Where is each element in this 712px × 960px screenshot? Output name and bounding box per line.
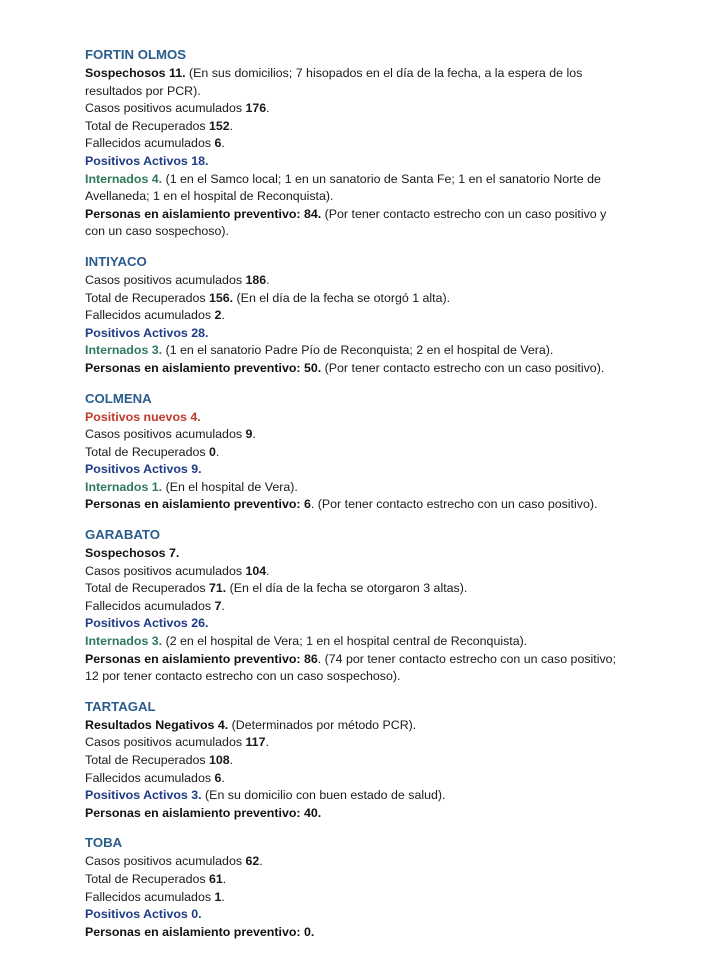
line-segment: 0 [208,444,216,459]
line-segment: Fallecidos acumulados [85,770,215,785]
report-line [85,444,685,462]
report-line [85,360,685,378]
report-line [85,307,685,325]
line-segment: Positivos nuevos 4. [85,409,201,424]
line-segment: Positivos Activos 9. [85,462,202,477]
line-segment: . [266,272,270,287]
line-segment: Total de Recuperados [85,753,209,767]
line-segment: 6 [214,136,222,151]
line-segment: . [215,444,220,459]
line-segment: Casos positivos acumulados [85,272,246,287]
line-segment: (1 en el Samco local; 1 en un sanatorio de Santa Fe; 1 en el sanatorio Norte de [162,171,601,186]
report-line [85,580,685,598]
report-line [85,633,685,651]
line-segment: Casos positivos acumulados [85,563,246,578]
line-segment: (2 en el hospital de Vera; 1 en el hospital central de Reconquista). [162,634,528,649]
line-segment: Total de Recuperados [85,871,209,886]
report-line [85,83,685,101]
line-segment: . [222,871,227,886]
line-segment: Fallecidos acumulados [85,889,215,904]
report-line [85,118,685,136]
locality-title: TARTAGAL [85,698,156,714]
report-line [85,479,685,497]
report-document [85,46,685,953]
line-segment: (En el día de la fecha se otorgaron 3 altas). [226,581,468,596]
line-segment: Sospechosos 11. [85,66,186,80]
report-line [85,65,685,83]
line-segment: 9 [245,427,253,442]
line-segment: 6 [214,770,222,785]
line-segment: . [259,854,263,869]
line-segment: Internados 3. [85,634,163,649]
line-segment: (1 en el sanatorio Padre Pío de Reconquista; 2 en el hospital de Vera). [162,343,554,358]
line-segment: (En su domicilio con buen estado de salud). [201,788,446,803]
line-segment: 86 [303,651,318,666]
line-segment: Personas en aislamiento preventivo: [85,497,304,512]
line-segment: . [266,563,270,578]
line-segment: (En el día de la fecha se otorgó 1 alta). [233,290,451,305]
report-line [85,100,685,118]
locality-section [85,390,685,515]
locality-title: GARABATO [85,527,160,543]
line-segment: Personas en aislamiento preventivo: 50. [85,360,322,375]
line-segment: con un caso sospechoso). [85,224,229,239]
report-line [85,171,685,189]
line-segment: Personas en aislamiento preventivo: 84. [85,206,322,221]
report-line [85,889,685,907]
line-segment: 61 [208,871,223,886]
line-segment: Internados 1. [85,479,163,494]
report-line [85,325,685,343]
line-segment: . (Por tener contacto estrecho con un caso positivo). [310,497,598,512]
report-line [85,651,685,669]
line-segment: 7 [214,598,222,613]
report-line [85,805,685,823]
report-line [85,906,685,924]
report-line [85,924,685,942]
line-segment: Personas en aislamiento preventivo: [85,651,304,666]
line-segment: Sospechosos 7. [85,546,180,561]
line-segment: Total de Recuperados [85,444,209,459]
line-segment: (En sus domicilios; 7 hisopados en el día de la fecha, a la espera de los [185,66,583,80]
line-segment: . [229,118,234,133]
report-line [85,787,685,805]
locality-title: FORTIN OLMOS [85,47,187,62]
line-segment: (Determinados por método PCR). [228,717,417,732]
report-line [85,717,685,735]
locality-section [85,253,685,378]
locality-title: COLMENA [85,390,152,406]
report-line [85,188,685,206]
line-segment: 108 [208,753,230,767]
report-line [85,272,685,290]
report-line [85,598,685,616]
report-line [85,871,685,889]
line-segment: 71. [208,581,227,596]
report-line [85,409,685,427]
line-segment: 1 [214,889,222,904]
report-line [85,615,685,633]
line-segment: . [252,427,256,442]
line-segment: (Por tener contacto estrecho con un caso positivo y [321,206,607,221]
line-segment: Positivos Activos 28. [85,325,209,340]
line-segment: Resultados Negativos 4. [85,717,229,732]
report-line [85,461,685,479]
line-segment: 2 [214,308,222,323]
report-line [85,853,685,871]
line-segment: 156. [208,290,234,305]
line-segment: Avellaneda; 1 en el hospital de Reconquista). [85,189,334,204]
line-segment: 176 [245,101,267,116]
line-segment: 117 [245,735,266,750]
locality-section [85,834,685,941]
line-segment: . (74 por tener contacto estrecho con un caso positivo; [317,651,617,666]
line-segment: Personas en aislamiento preventivo: 40. [85,805,322,820]
line-segment: Casos positivos acumulados [85,854,246,869]
line-segment: . [221,598,225,613]
line-segment: (En el hospital de Vera). [162,479,298,494]
report-line [85,770,685,788]
report-line [85,752,685,770]
line-segment: . [221,136,225,151]
locality-section [85,46,685,241]
line-segment: Fallecidos acumulados [85,598,215,613]
line-segment: Internados 4. [85,171,163,186]
line-segment: . [221,770,225,785]
line-segment: Fallecidos acumulados [85,136,215,151]
report-line [85,206,685,224]
locality-section [85,526,685,686]
line-segment: . [221,308,225,323]
report-line [85,135,685,153]
line-segment: Positivos Activos 3. [85,788,202,803]
line-segment: . [229,753,234,767]
line-segment: Casos positivos acumulados [85,735,246,750]
line-segment: Total de Recuperados [85,290,209,305]
line-segment: 62 [245,854,260,869]
report-line [85,545,685,563]
report-line [85,223,685,241]
line-segment: Fallecidos acumulados [85,308,215,323]
line-segment: Internados 3. [85,343,163,358]
line-segment: Casos positivos acumulados [85,101,246,116]
line-segment: resultados por PCR). [85,83,201,98]
line-segment: Positivos Activos 0. [85,907,202,922]
line-segment: 152 [208,118,230,133]
locality-title: TOBA [85,835,123,851]
line-segment: Total de Recuperados [85,118,209,133]
report-line [85,153,685,171]
line-segment: (Por tener contacto estrecho con un caso positivo). [321,360,605,375]
locality-title: INTIYACO [85,253,147,269]
line-segment: . [265,735,269,750]
line-segment: . [221,889,225,904]
line-segment: 6 [303,497,311,512]
report-line [85,734,685,752]
report-line [85,496,685,514]
line-segment: 186 [245,272,267,287]
report-line [85,426,685,444]
report-line [85,668,685,686]
line-segment: Personas en aislamiento preventivo: 0. [85,924,315,939]
line-segment: Positivos Activos 26. [85,616,209,631]
line-segment: . [266,101,270,116]
report-line [85,342,685,360]
report-line [85,563,685,581]
line-segment: 104 [245,563,267,578]
line-segment: 12 por tener contacto estrecho con un caso sospechoso). [85,669,401,684]
locality-section [85,698,685,823]
line-segment: Total de Recuperados [85,581,209,596]
line-segment: Casos positivos acumulados [85,427,246,442]
line-segment: Positivos Activos 18. [85,153,209,168]
report-line [85,290,685,308]
